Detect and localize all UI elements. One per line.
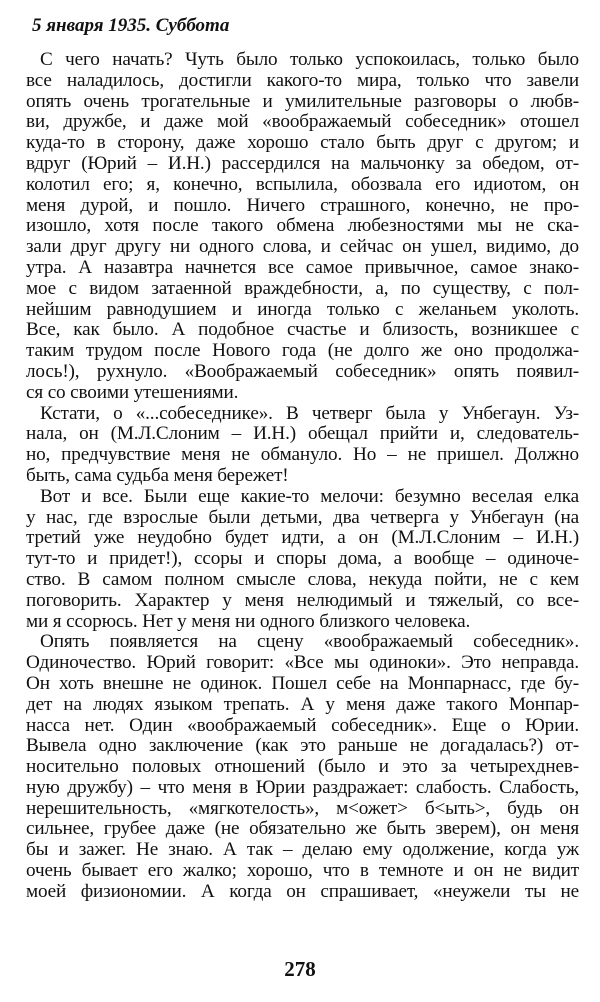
text-line: зали друг другу ни одного слова, и сейчас он ушел, видимо, до	[26, 236, 579, 258]
text-line: куда-то в сторону, даже хорошо стало быть друг с другом; и	[26, 132, 579, 154]
text-line: С чего начать? Чуть было только успокоилась, только было	[40, 49, 579, 70]
text-line: Он хоть внешне не одинок. Пошел себе на Монпарнасс, где бу-	[26, 672, 579, 694]
text-line: ство. В самом полном смысле слова, некуда пойти, не с кем	[26, 568, 579, 590]
text-line: бы и зажег. Не знаю. А так – делаю ему одолжение, когда уж	[26, 839, 579, 861]
diary-entry-body	[26, 50, 579, 903]
text-line: Опять появляется на сцену «воображаемый собеседник».	[40, 631, 579, 653]
text-line: у нас, где взрослые были детьми, два четверга у Унбегаун (на	[26, 506, 579, 528]
text-line: третий уже неудобно будет идти, а он (М.Л.Слоним – И.Н.)	[26, 527, 579, 549]
text-line: вдруг (Юрий – И.Н.) рассердился на мальчонку за обедом, от-	[26, 152, 579, 174]
text-line: ную дружбу) – что меня в Юрии раздражает: слабость. Слабость,	[26, 776, 579, 798]
text-line: насса нет. Один «воображаемый собеседник». Еще о Юрии.	[26, 714, 579, 736]
paragraph	[26, 50, 579, 404]
text-line: изошло, хотя после такого обмена любезностями мы не ска-	[26, 215, 579, 237]
text-line: Вывела одно заключение (как это раньше не догадалась?) от-	[26, 735, 579, 757]
text-line: сильнее, грубее даже (не обязательно же быть зверем), он меня	[26, 818, 579, 840]
text-line: но, предчувствие меня не обмануло. Но – не пришел. Должно	[26, 444, 579, 466]
text-line: опять очень трогательные и умилительные разговоры о любв-	[26, 90, 579, 112]
text-line: Одиночество. Юрий говорит: «Все мы одиноки». Это неправда.	[26, 652, 579, 674]
text-line: меня дурой, и пошло. Ничего страшного, конечно, не про-	[26, 194, 579, 216]
text-line: быть, сама судьба меня бережет!	[26, 464, 289, 486]
text-line: колотил его; я, конечно, вспылила, обозвала его идиотом, он	[26, 173, 579, 195]
text-line: носительно половых отношений (было и это за четырехднев-	[26, 756, 579, 778]
diary-entry-heading: 5 января 1935. Суббота	[32, 15, 230, 36]
text-line: нейшим равнодушием и иногда только с желаньем уколоть.	[26, 298, 579, 320]
paragraph	[26, 404, 579, 487]
paragraph	[26, 632, 579, 902]
text-line: утра. А назавтра начнется все самое привычное, самое знако-	[26, 256, 579, 278]
text-line: ся со своими утешениями.	[26, 381, 239, 403]
text-line: лось!), рухнуло. «Воображаемый собеседник» опять появил-	[26, 360, 579, 382]
text-line: Вот и все. Были еще какие-то мелочи: безумно веселая елка	[40, 485, 579, 507]
paragraph	[26, 487, 579, 633]
text-line: Все, как было. А подобное счастье и близость, возникшее с	[26, 319, 579, 341]
text-line: мое с видом затаенной враждебности, а, по существу, с пол-	[26, 277, 579, 299]
text-line: нала, он (М.Л.Слоним – И.Н.) обещал прийти и, следователь-	[26, 423, 579, 445]
text-line: моей физиономии. А когда он спрашивает, «неужели ты не	[26, 880, 579, 902]
text-line: очень бывает его жалко; хорошо, что в темноте и он не видит	[26, 860, 579, 882]
text-line: тут-то и придет!), ссоры и споры дома, а вообще – одиноче-	[26, 548, 579, 570]
page-number: 278	[284, 957, 316, 981]
text-line: Кстати, о «...собеседнике». В четверг была у Унбегаун. Уз-	[40, 402, 579, 424]
text-line: таким трудом после Нового года (не долго же оно продолжа-	[26, 340, 579, 362]
text-line: нерешительность, «мягкотелость», м<ожет> б<ыть>, будь он	[26, 797, 579, 819]
text-line: ви, дружбе, и даже мой «воображаемый собеседник» отошел	[26, 111, 579, 133]
text-line: дет на людях языком трепать. А у меня даже такого Монпар-	[26, 693, 579, 715]
text-line: все наладилось, достигли какого-то мира, только что завели	[26, 69, 579, 91]
text-line: поговорить. Характер у меня нелюдимый и тяжелый, со все-	[26, 589, 579, 611]
text-line: ми я ссорюсь. Нет у меня ни одного близкого человека.	[26, 610, 471, 632]
